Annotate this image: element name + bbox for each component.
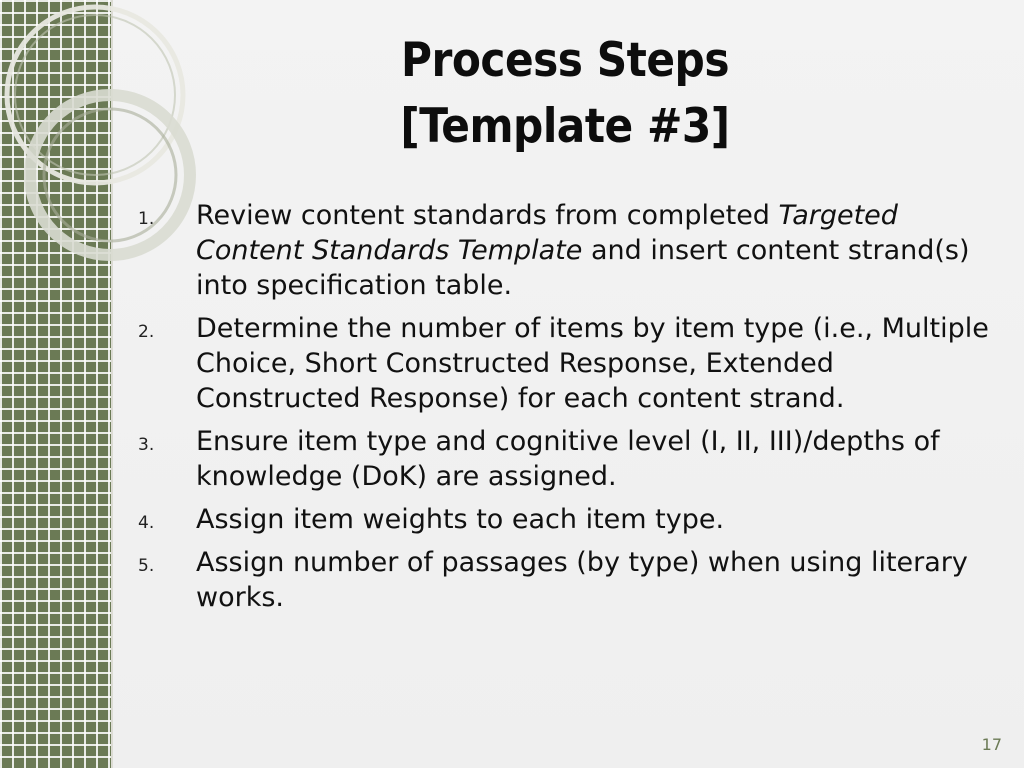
list-item-text: Assign number of passages (by type) when using literary works. xyxy=(196,547,968,613)
title-line-1: Process Steps xyxy=(400,33,729,88)
list-item xyxy=(134,424,1004,494)
italic-template-name: Targeted Content Standards Template xyxy=(196,200,898,266)
list-item xyxy=(134,502,1004,537)
text-segment: and insert content strand(s) into specification table. xyxy=(196,235,970,301)
list-item-number: 1. xyxy=(138,209,155,229)
text-segment: Review content standards from completed xyxy=(196,200,779,231)
page-number: 17 xyxy=(981,735,1002,754)
list-item-number: 2. xyxy=(138,322,155,342)
list-item xyxy=(134,198,1004,303)
list-item-number: 5. xyxy=(138,556,155,576)
list-item-number: 3. xyxy=(138,435,155,455)
list-item-text xyxy=(196,200,970,301)
list-item-text: Ensure item type and cognitive level (I, II, III)/depths of knowledge (DoK) are assigned. xyxy=(196,426,940,492)
slide-title xyxy=(300,28,830,160)
list-item xyxy=(134,311,1004,416)
title-line-2: [Template #3] xyxy=(400,99,730,154)
list-item xyxy=(134,545,1004,615)
list-item-text: Assign item weights to each item type. xyxy=(196,504,725,535)
steps-list xyxy=(134,198,1004,623)
list-item-text: Determine the number of items by item type (i.e., Multiple Choice, Short Constructed Response, Extended Constructed Response) for each content strand. xyxy=(196,313,989,414)
list-item-number: 4. xyxy=(138,513,155,533)
